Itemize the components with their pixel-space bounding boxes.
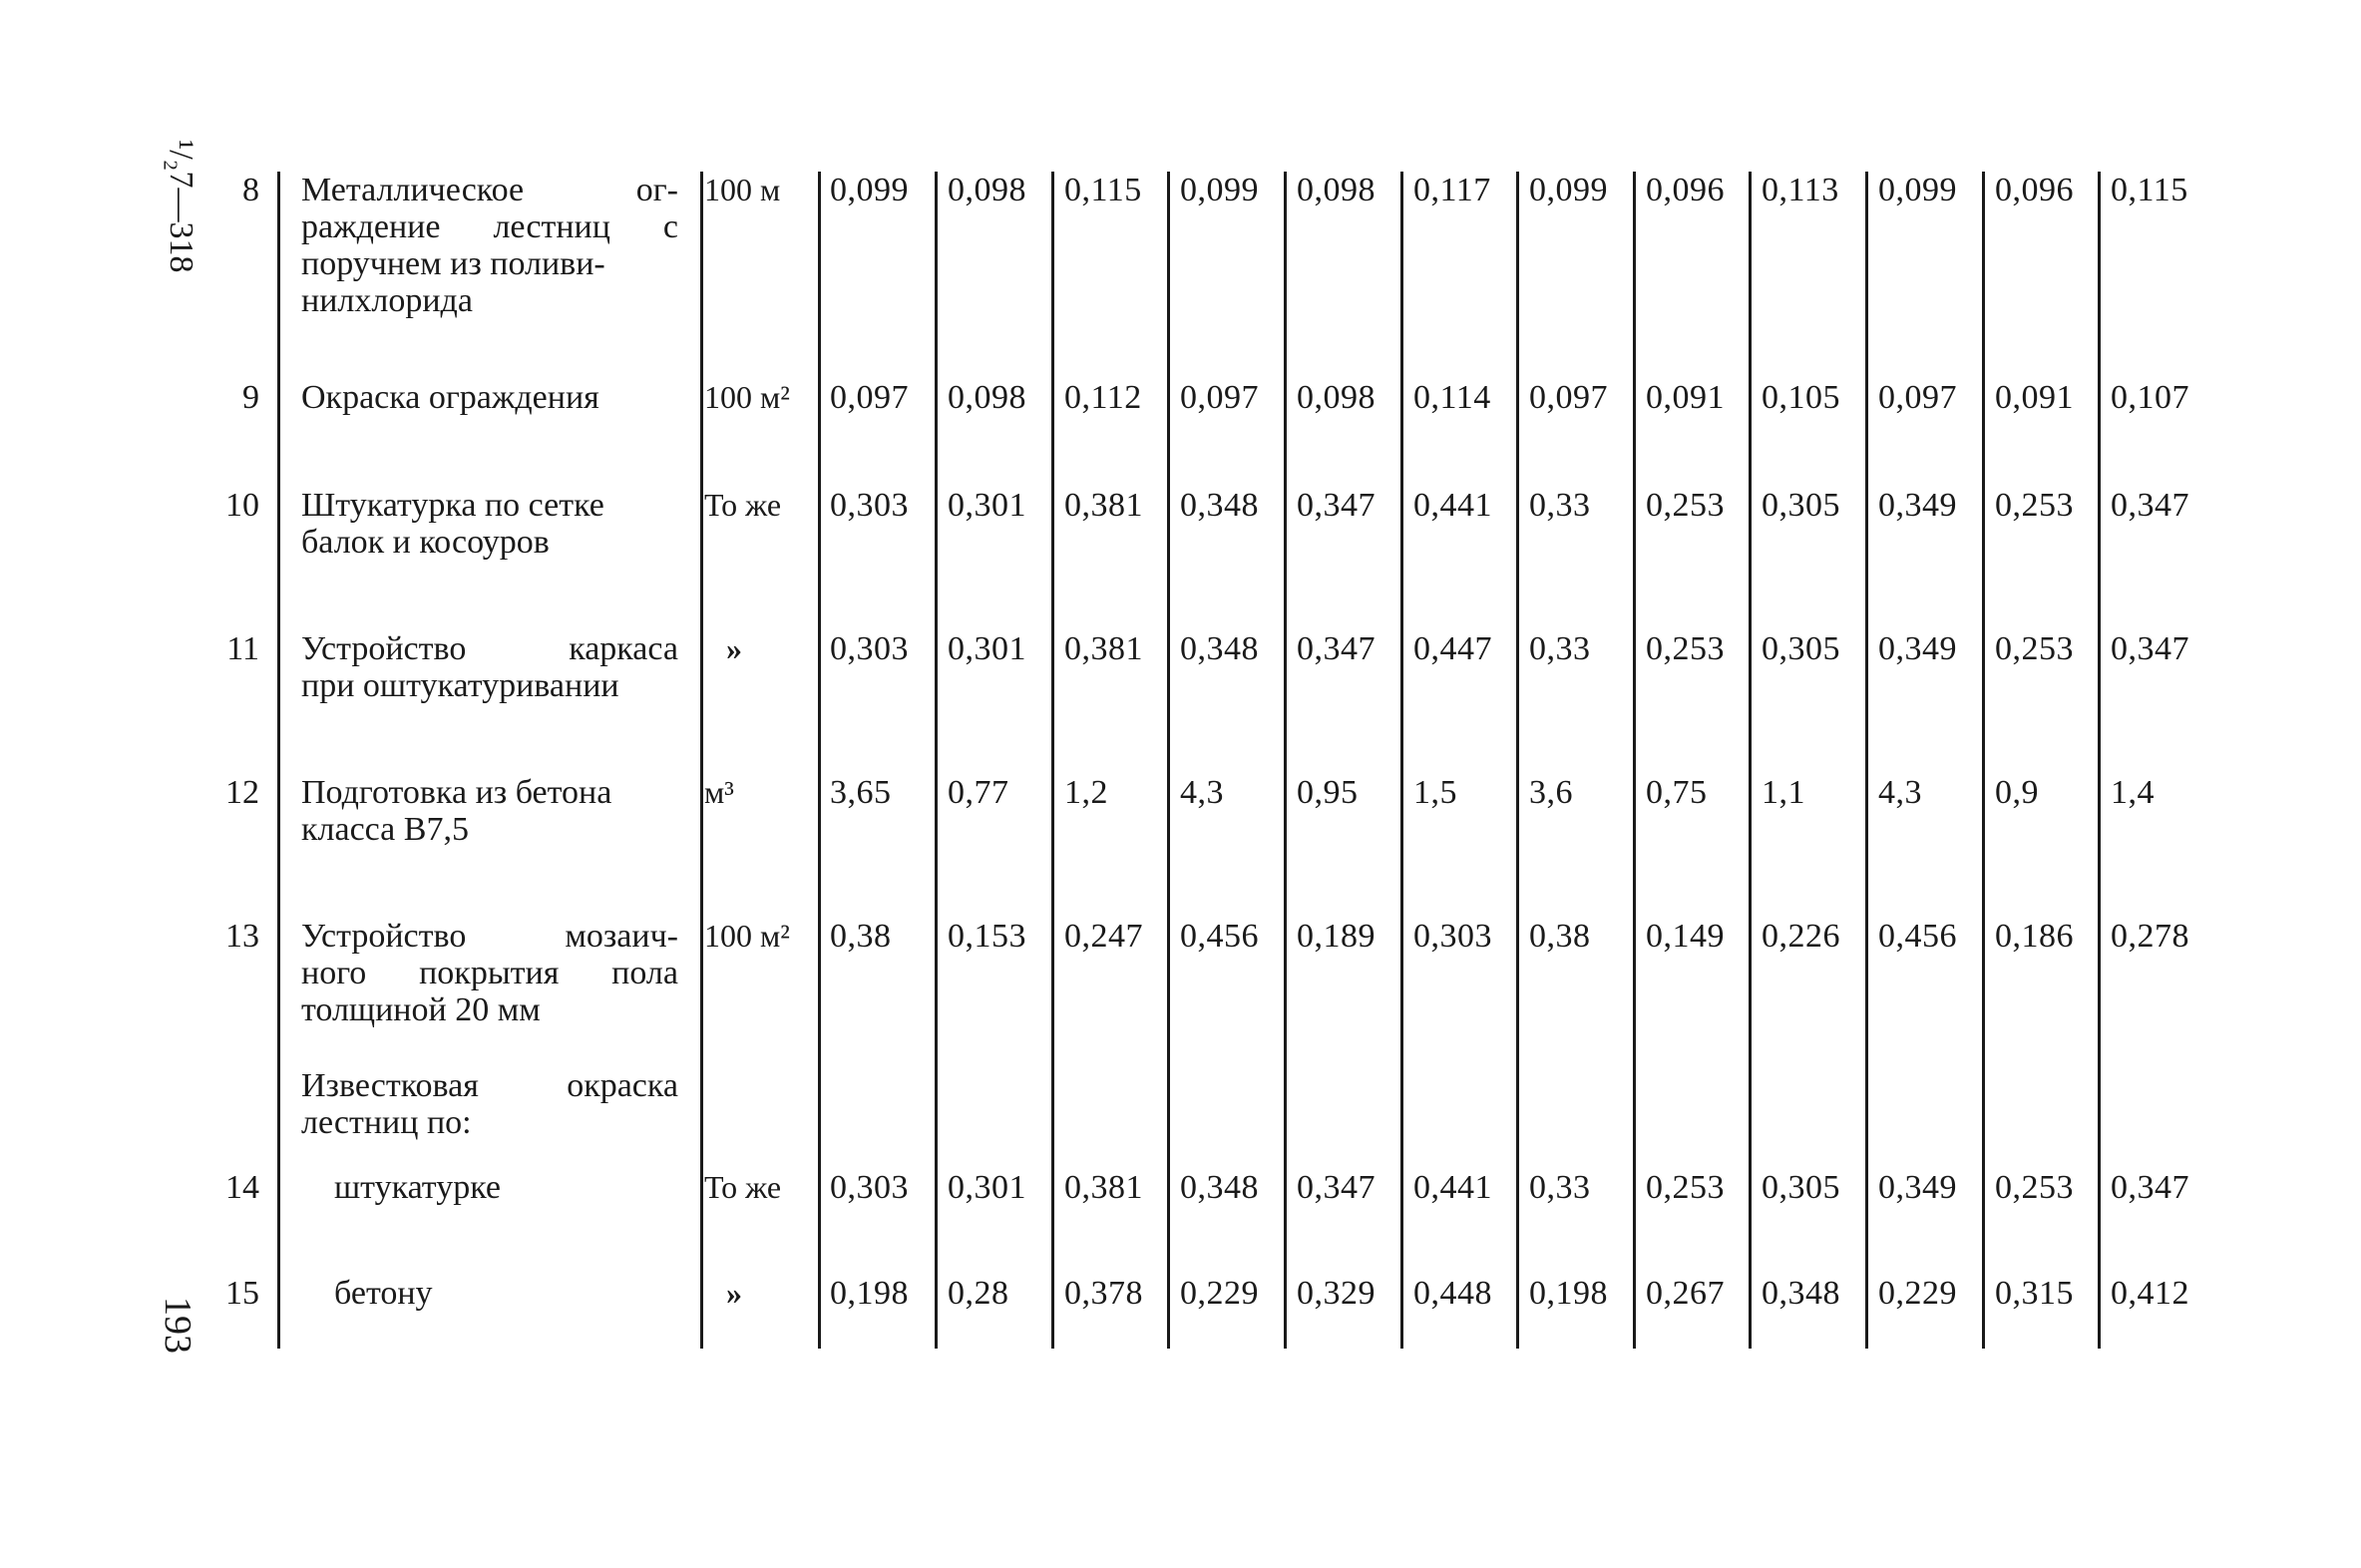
value-cell: 0,091 — [1646, 379, 1725, 416]
unit: » — [726, 1275, 742, 1311]
column-divider — [935, 172, 938, 1349]
value-cell: 0,378 — [1064, 1275, 1143, 1312]
work-name — [334, 1169, 711, 1206]
work-name-line: балок и косоуров — [301, 524, 550, 561]
value-cell: 0,33 — [1529, 630, 1591, 667]
work-name-line: ного покрытия пола — [301, 955, 678, 991]
work-name-line: Металлическое ог- — [301, 172, 678, 208]
value-cell: 0,096 — [1646, 172, 1725, 208]
value-cell: 0,114 — [1413, 379, 1491, 416]
value-cell: 0,95 — [1297, 774, 1359, 811]
unit: м³ — [704, 774, 734, 810]
value-cell: 0,115 — [2111, 172, 2188, 208]
work-name-line: поручнем из поливи- — [301, 245, 605, 282]
column-divider — [2098, 172, 2101, 1349]
value-cell: 0,253 — [1995, 1169, 2074, 1206]
value-cell: 0,303 — [830, 487, 909, 524]
value-cell: 0,198 — [1529, 1275, 1608, 1312]
value-cell: 0,278 — [2111, 918, 2189, 955]
value-cell: 3,6 — [1529, 774, 1573, 811]
work-name-line: Устройство каркаса — [301, 630, 678, 667]
value-cell: 0,099 — [1529, 172, 1608, 208]
column-divider — [1633, 172, 1636, 1349]
value-cell: 0,348 — [1180, 487, 1259, 524]
work-name-line: лестниц по: — [301, 1104, 472, 1141]
value-cell: 0,381 — [1064, 630, 1143, 667]
column-divider — [1865, 172, 1868, 1349]
value-cell: 0,229 — [1180, 1275, 1259, 1312]
value-cell: 0,33 — [1529, 1169, 1591, 1206]
value-cell: 0,097 — [1529, 379, 1608, 416]
value-cell: 0,301 — [948, 1169, 1026, 1206]
value-cell: 0,098 — [1297, 379, 1376, 416]
value-cell: 0,347 — [1297, 487, 1376, 524]
value-cell: 0,099 — [830, 172, 909, 208]
value-cell: 1,4 — [2111, 774, 2155, 811]
value-cell: 0,253 — [1646, 1169, 1725, 1206]
value-cell: 0,329 — [1297, 1275, 1376, 1312]
work-name-line: бетону — [334, 1275, 433, 1312]
value-cell: 0,229 — [1878, 1275, 1957, 1312]
value-cell: 0,303 — [1413, 918, 1492, 955]
work-name-line: Штукатурка по сетке — [301, 487, 604, 524]
unit: 100 м² — [704, 918, 790, 954]
value-cell: 0,347 — [1297, 630, 1376, 667]
value-cell: 0,099 — [1180, 172, 1259, 208]
value-cell: 0,253 — [1995, 630, 2074, 667]
unit: То же — [704, 487, 782, 523]
work-name-line: Подготовка из бетона — [301, 774, 612, 811]
value-cell: 0,096 — [1995, 172, 2074, 208]
row-number: 11 — [226, 630, 259, 667]
value-cell: 0,153 — [948, 918, 1026, 955]
value-cell: 0,115 — [1064, 172, 1142, 208]
work-name — [301, 487, 678, 561]
work-name-line: при оштукатуривании — [301, 667, 619, 704]
value-cell: 0,098 — [948, 172, 1026, 208]
value-cell: 0,347 — [2111, 630, 2189, 667]
row-number: 10 — [225, 487, 259, 524]
value-cell: 0,247 — [1064, 918, 1143, 955]
value-cell: 0,303 — [830, 1169, 909, 1206]
column-divider — [1284, 172, 1287, 1349]
value-cell: 0,348 — [1180, 630, 1259, 667]
value-cell: 0,186 — [1995, 918, 2074, 955]
work-name — [301, 172, 678, 319]
value-cell: 0,448 — [1413, 1275, 1492, 1312]
value-cell: 0,117 — [1413, 172, 1491, 208]
value-cell: 0,112 — [1064, 379, 1142, 416]
value-cell: 0,347 — [2111, 1169, 2189, 1206]
row-number: 15 — [225, 1275, 259, 1312]
value-cell: 0,091 — [1995, 379, 2074, 416]
column-divider — [818, 172, 821, 1349]
unit: » — [726, 630, 742, 666]
value-cell: 0,253 — [1646, 630, 1725, 667]
work-name — [301, 918, 678, 1028]
value-cell: 0,305 — [1762, 487, 1840, 524]
value-cell: 0,348 — [1180, 1169, 1259, 1206]
column-divider — [1982, 172, 1985, 1349]
value-cell: 0,253 — [1995, 487, 2074, 524]
value-cell: 0,097 — [1878, 379, 1957, 416]
value-cell: 0,28 — [948, 1275, 1009, 1312]
value-cell: 0,77 — [948, 774, 1009, 811]
value-cell: 0,305 — [1762, 630, 1840, 667]
value-cell: 0,456 — [1878, 918, 1957, 955]
value-cell: 0,441 — [1413, 1169, 1492, 1206]
value-cell: 0,347 — [1297, 1169, 1376, 1206]
row-number: 8 — [242, 172, 259, 208]
column-divider — [1051, 172, 1054, 1349]
value-cell: 0,189 — [1297, 918, 1376, 955]
work-name-line: толщиной 20 мм — [301, 991, 541, 1028]
value-cell: 0,105 — [1762, 379, 1840, 416]
row-number: 12 — [225, 774, 259, 811]
value-cell: 0,097 — [1180, 379, 1259, 416]
value-cell: 0,456 — [1180, 918, 1259, 955]
unit: 100 м² — [704, 379, 790, 415]
value-cell: 0,381 — [1064, 1169, 1143, 1206]
value-cell: 0,447 — [1413, 630, 1492, 667]
column-divider — [1516, 172, 1519, 1349]
value-cell: 0,33 — [1529, 487, 1591, 524]
work-name-line: Устройство мозаич- — [301, 918, 678, 955]
work-name-line: Окраска ограждения — [301, 379, 599, 416]
work-name-line: штукатурке — [334, 1169, 501, 1206]
value-cell: 0,267 — [1646, 1275, 1725, 1312]
work-name — [334, 1275, 711, 1312]
value-cell: 1,5 — [1413, 774, 1457, 811]
value-cell: 0,9 — [1995, 774, 2039, 811]
column-divider — [1167, 172, 1170, 1349]
value-cell: 4,3 — [1180, 774, 1224, 811]
work-name-line: нилхлорида — [301, 282, 473, 319]
value-cell: 4,3 — [1878, 774, 1922, 811]
work-name-line: класса В7,5 — [301, 811, 469, 848]
value-cell: 0,75 — [1646, 774, 1708, 811]
column-divider — [1749, 172, 1752, 1349]
work-name-line: раждение лестниц с — [301, 208, 678, 245]
value-cell: 0,198 — [830, 1275, 909, 1312]
value-cell: 0,099 — [1878, 172, 1957, 208]
unit: 100 м — [704, 172, 781, 207]
value-cell: 1,1 — [1762, 774, 1805, 811]
column-divider — [1400, 172, 1403, 1349]
value-cell: 0,38 — [1529, 918, 1591, 955]
value-cell: 0,301 — [948, 487, 1026, 524]
value-cell: 0,381 — [1064, 487, 1143, 524]
value-cell: 0,348 — [1762, 1275, 1840, 1312]
value-cell: 0,253 — [1646, 487, 1725, 524]
value-cell: 3,65 — [830, 774, 892, 811]
value-cell: 0,226 — [1762, 918, 1840, 955]
column-divider — [277, 172, 280, 1349]
value-cell: 0,097 — [830, 379, 909, 416]
page-number: 193 — [157, 1297, 198, 1354]
work-name-line: Известковая окраска — [301, 1067, 678, 1104]
value-cell: 0,305 — [1762, 1169, 1840, 1206]
unit: То же — [704, 1169, 782, 1205]
value-cell: 0,412 — [2111, 1275, 2189, 1312]
value-cell: 0,349 — [1878, 487, 1957, 524]
work-name — [301, 630, 678, 704]
row-number: 13 — [225, 918, 259, 955]
value-cell: 0,441 — [1413, 487, 1492, 524]
row-number: 9 — [242, 379, 259, 416]
work-name — [301, 774, 678, 848]
value-cell: 0,098 — [1297, 172, 1376, 208]
work-name — [301, 379, 678, 416]
value-cell: 0,349 — [1878, 630, 1957, 667]
page-code: ¹/₂7—318 — [163, 140, 199, 273]
value-cell: 0,107 — [2111, 379, 2189, 416]
value-cell: 0,113 — [1762, 172, 1839, 208]
value-cell: 0,38 — [830, 918, 892, 955]
work-name — [301, 1067, 678, 1141]
value-cell: 0,349 — [1878, 1169, 1957, 1206]
value-cell: 0,347 — [2111, 487, 2189, 524]
value-cell: 0,149 — [1646, 918, 1725, 955]
value-cell: 0,098 — [948, 379, 1026, 416]
value-cell: 1,2 — [1064, 774, 1108, 811]
value-cell: 0,301 — [948, 630, 1026, 667]
value-cell: 0,315 — [1995, 1275, 2074, 1312]
row-number: 14 — [225, 1169, 259, 1206]
value-cell: 0,303 — [830, 630, 909, 667]
